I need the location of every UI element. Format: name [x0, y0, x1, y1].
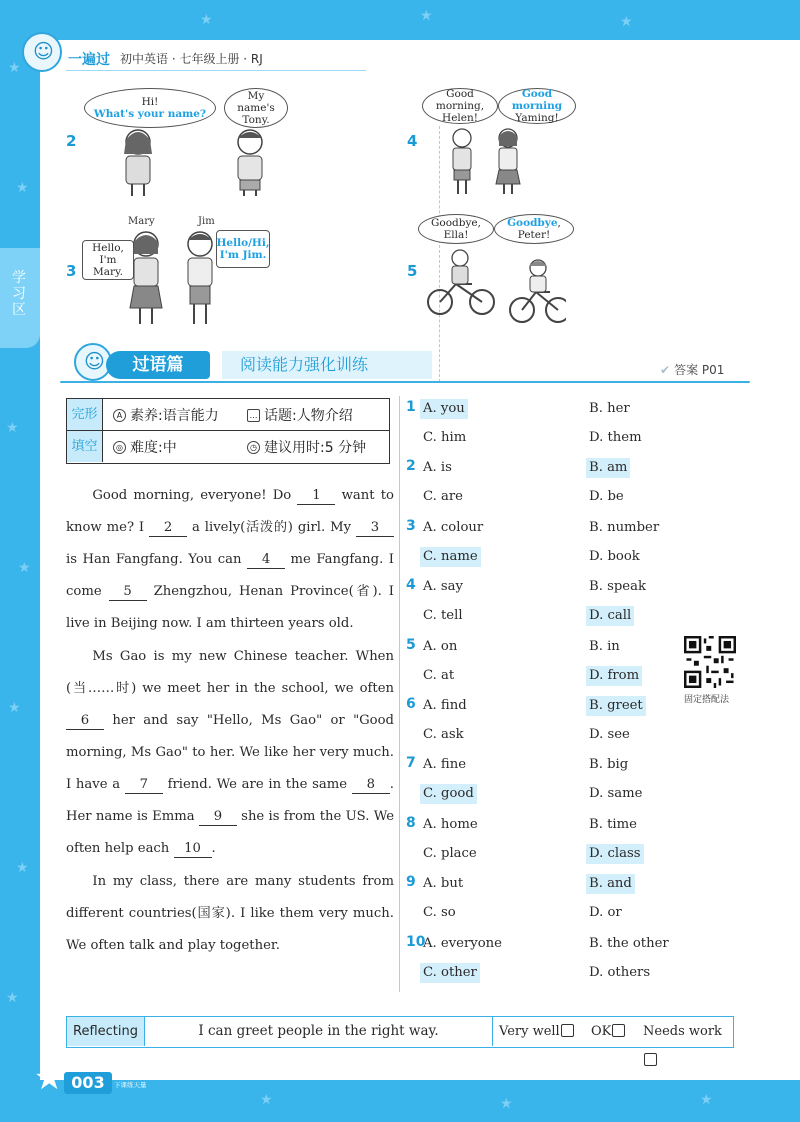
option-d[interactable]: D. from: [586, 666, 642, 686]
question-row: [406, 871, 736, 930]
star-icon: ★: [16, 860, 29, 876]
figure-name-label: Mary: [128, 216, 155, 227]
question-number: 8: [406, 814, 416, 831]
option-b[interactable]: B. am: [586, 458, 630, 478]
star-icon: ★: [260, 1092, 273, 1108]
side-tab: [0, 248, 40, 348]
passage-text: want to know me? I: [66, 488, 394, 535]
passage-text: me Fangfang. I come: [66, 552, 394, 599]
bubble-text: My name's Tony.: [237, 90, 275, 126]
figure-name-label: Jim: [198, 216, 215, 227]
option-b[interactable]: B. greet: [586, 696, 646, 716]
clock-icon: ◷: [247, 441, 260, 454]
option-c[interactable]: C. at: [423, 667, 455, 683]
page-number-badge: [34, 1058, 160, 1100]
cloze-blank[interactable]: 6: [66, 713, 104, 730]
literacy-cell: [113, 405, 219, 425]
exercise-type-column: [67, 399, 103, 462]
question-row: [406, 396, 736, 455]
option-label: OK: [591, 1024, 612, 1039]
passage-text: .: [211, 841, 216, 856]
column-divider: [399, 396, 400, 992]
qr-code-icon: [684, 636, 736, 688]
section-badge: 过语篇: [106, 351, 210, 379]
difficulty-text: 难度:中: [130, 440, 177, 456]
option-a[interactable]: A. you: [420, 399, 468, 419]
bubble-text: Good morning, Helen!: [435, 88, 485, 124]
option-c[interactable]: C. are: [423, 489, 463, 505]
option-a[interactable]: A. say: [423, 579, 463, 595]
option-b[interactable]: B. big: [589, 757, 629, 773]
option-a[interactable]: A. colour: [423, 519, 484, 535]
reflecting-label: Reflecting: [67, 1017, 145, 1046]
cloze-blank[interactable]: 3: [356, 520, 394, 537]
checkbox[interactable]: [644, 1053, 657, 1066]
bubble-text: Hello, I'm Mary.: [92, 242, 124, 278]
star-icon: ★: [8, 60, 21, 76]
question-row: [406, 931, 736, 990]
option-b[interactable]: B. her: [589, 401, 630, 416]
option-d[interactable]: D. same: [589, 786, 643, 802]
cloze-blank[interactable]: 5: [109, 584, 147, 601]
option-a[interactable]: A. but: [423, 876, 464, 892]
option-c[interactable]: C. name: [420, 547, 481, 567]
cloze-passage: [66, 480, 394, 963]
info-divider: [103, 430, 389, 431]
bubble-text: Hi!: [141, 96, 159, 108]
speech-bubble: [494, 214, 574, 244]
bubble-text: Goodbye, Ella!: [431, 217, 481, 241]
topic-cell: [247, 405, 353, 425]
literacy-icon: A: [113, 409, 126, 422]
passage-paragraph: [66, 641, 394, 865]
picture-item-number: 4: [407, 132, 418, 150]
question-row: [406, 515, 736, 574]
option-d[interactable]: D. class: [586, 844, 644, 864]
question-number: 1: [406, 399, 416, 415]
option-a[interactable]: A. everyone: [423, 935, 502, 951]
bubble-answer: Good morning: [511, 88, 563, 112]
speech-bubble: [498, 88, 576, 124]
passage-text: friend. We are in the same: [162, 777, 352, 792]
qr-caption: 固定搭配法: [684, 695, 730, 705]
question-number: 3: [406, 517, 416, 534]
question-number: 7: [406, 755, 416, 772]
star-icon: ★: [420, 8, 433, 24]
option-a[interactable]: A. is: [423, 460, 452, 476]
question-number: 6: [406, 695, 416, 712]
footer-slogan: [114, 1073, 147, 1089]
bicycle-illustration: [426, 244, 566, 324]
speech-bubble: [224, 88, 288, 128]
star-icon: ★: [200, 12, 213, 28]
exercise-info-box: [66, 398, 390, 464]
passage-text: a lively(活泼的) girl. My: [187, 520, 356, 535]
section-subtitle: 阅读能力强化训练: [222, 351, 432, 379]
page-number: 003: [64, 1072, 112, 1094]
bubble-text: Yaming!: [515, 112, 559, 124]
passage-paragraph: [66, 480, 394, 640]
passage-text: her and say "Hello, Ms Gao" or "Good morning, Ms Gao" to her. We like her very much. I have a: [66, 713, 394, 792]
question-number: 5: [406, 636, 416, 653]
passage-text: . Her name is Emma: [66, 777, 394, 824]
side-tab-label: 学习区: [12, 270, 26, 318]
question-row: [406, 812, 736, 871]
checkbox[interactable]: [561, 1024, 574, 1037]
mascot-icon: [22, 32, 62, 72]
star-icon: ★: [8, 700, 21, 716]
option-b[interactable]: B. number: [589, 519, 660, 535]
answer-reference-text: 答案 P01: [674, 363, 725, 377]
picture-item-number: 2: [66, 132, 77, 150]
answer-reference: [660, 361, 724, 378]
option-d[interactable]: D. them: [589, 430, 642, 445]
brand-name: 一遍过: [68, 52, 110, 68]
option-ok[interactable]: [591, 1017, 625, 1046]
question-number: 10: [406, 933, 426, 950]
bubble-text: , Peter!: [517, 217, 561, 241]
question-number: 9: [406, 874, 416, 891]
question-row: [406, 752, 736, 811]
question-number: 2: [406, 458, 416, 475]
star-icon: ★: [18, 560, 31, 576]
cloze-blank[interactable]: 10: [174, 841, 212, 858]
speech-bubble: [84, 88, 216, 128]
option-a[interactable]: A. fine: [423, 757, 467, 773]
reflecting-row: [66, 1016, 734, 1048]
option-a[interactable]: A. home: [423, 816, 478, 832]
star-icon: ★: [6, 420, 19, 436]
option-b[interactable]: B. the other: [589, 935, 669, 951]
checkbox[interactable]: [612, 1024, 625, 1037]
cloze-blank[interactable]: 7: [125, 777, 163, 794]
children-illustration: [110, 126, 300, 198]
question-row: [406, 574, 736, 633]
option-c[interactable]: C. ask: [423, 726, 464, 742]
option-label: Needs work: [643, 1024, 722, 1039]
speech-bubble: [422, 88, 498, 124]
star-icon: ★: [16, 180, 29, 196]
picture-item-number: 5: [407, 262, 418, 280]
time-cell: [247, 437, 366, 457]
speech-bubble: [418, 214, 494, 244]
option-b[interactable]: B. and: [586, 874, 635, 894]
bubble-answer: What's your name?: [93, 108, 207, 120]
star-icon: ★: [34, 1058, 65, 1098]
topic-text: 话题:人物介绍: [264, 408, 353, 424]
section-underline: [60, 381, 750, 383]
literacy-text: 素养:语言能力: [130, 408, 219, 424]
option-d[interactable]: D. others: [589, 964, 651, 980]
option-b[interactable]: B. in: [589, 638, 620, 654]
passage-text: is Han Fangfang. You can: [66, 552, 248, 567]
section-header: [60, 345, 760, 387]
bubble-answer: Hello/Hi, I'm Jim.: [216, 237, 270, 261]
option-c[interactable]: C. him: [423, 430, 467, 445]
question-number: 4: [406, 577, 416, 594]
page: [40, 40, 800, 1080]
slogan-line: 下课练天量: [114, 1081, 147, 1089]
option-d[interactable]: D. book: [589, 548, 640, 564]
speech-bubble: [216, 230, 270, 268]
topic-icon: …: [247, 409, 260, 422]
cloze-blank[interactable]: 2: [149, 520, 187, 537]
passage-text: she is from the US. We often help each: [66, 809, 394, 856]
children-illustration: [128, 228, 218, 328]
cloze-blank[interactable]: 8: [352, 777, 390, 794]
bubble-answer: Goodbye: [507, 217, 558, 229]
star-icon: ★: [500, 1096, 513, 1112]
speech-bubble: [82, 240, 134, 280]
option-d[interactable]: D. call: [586, 606, 634, 626]
exercise-type-bottom: 填空: [71, 438, 98, 454]
children-illustration: [448, 126, 528, 196]
option-b[interactable]: B. speak: [589, 579, 646, 595]
question-row: [406, 455, 736, 514]
page-header: [40, 40, 800, 76]
option-d[interactable]: D. be: [589, 489, 624, 505]
cloze-blank[interactable]: 4: [247, 552, 285, 569]
option-c[interactable]: C. tell: [423, 608, 463, 624]
difficulty-icon: ◎: [113, 441, 126, 454]
option-a[interactable]: A. find: [423, 697, 467, 713]
time-text: 建议用时:5 分钟: [264, 440, 367, 456]
passage-text: Ms Gao is my new Chinese teacher. When (当……时) we meet her in the school, we often: [66, 649, 394, 696]
passage-text: Zhengzhou, Henan Province(省). I live in Beijing now. I am thirteen years old.: [66, 584, 394, 631]
option-very-well[interactable]: [499, 1017, 574, 1046]
pencil-icon: ✔: [660, 363, 671, 377]
slogan-line: 上课认真听: [114, 1073, 147, 1081]
option-a[interactable]: A. on: [423, 638, 458, 654]
cloze-blank[interactable]: 9: [199, 809, 237, 826]
option-b[interactable]: B. time: [589, 816, 637, 832]
option-d[interactable]: D. see: [589, 726, 630, 742]
option-label: Very well: [499, 1024, 560, 1039]
option-d[interactable]: D. or: [589, 905, 622, 921]
difficulty-cell: [113, 437, 177, 457]
star-icon: ★: [620, 14, 633, 30]
star-icon: ★: [700, 1092, 713, 1108]
book-title: 初中英语 · 七年级上册 · RJ: [120, 52, 263, 66]
option-c[interactable]: C. place: [423, 845, 477, 861]
reflecting-statement: I can greet people in the right way.: [145, 1017, 493, 1046]
picture-item-number: 3: [66, 262, 77, 280]
passage-paragraph: In my class, there are many students from different countries(国家). I like them very much. We often talk and play together.: [66, 874, 394, 953]
passage-text: Good morning, everyone! Do: [92, 488, 298, 503]
star-icon: ★: [6, 990, 19, 1006]
cloze-blank[interactable]: 1: [297, 488, 335, 505]
option-c[interactable]: C. other: [420, 963, 480, 983]
header-divider: [66, 70, 366, 71]
option-c[interactable]: C. so: [423, 905, 456, 921]
exercise-type-top: 完形: [67, 399, 102, 431]
option-c[interactable]: C. good: [420, 784, 477, 804]
option-needs-work[interactable]: [643, 1017, 733, 1046]
